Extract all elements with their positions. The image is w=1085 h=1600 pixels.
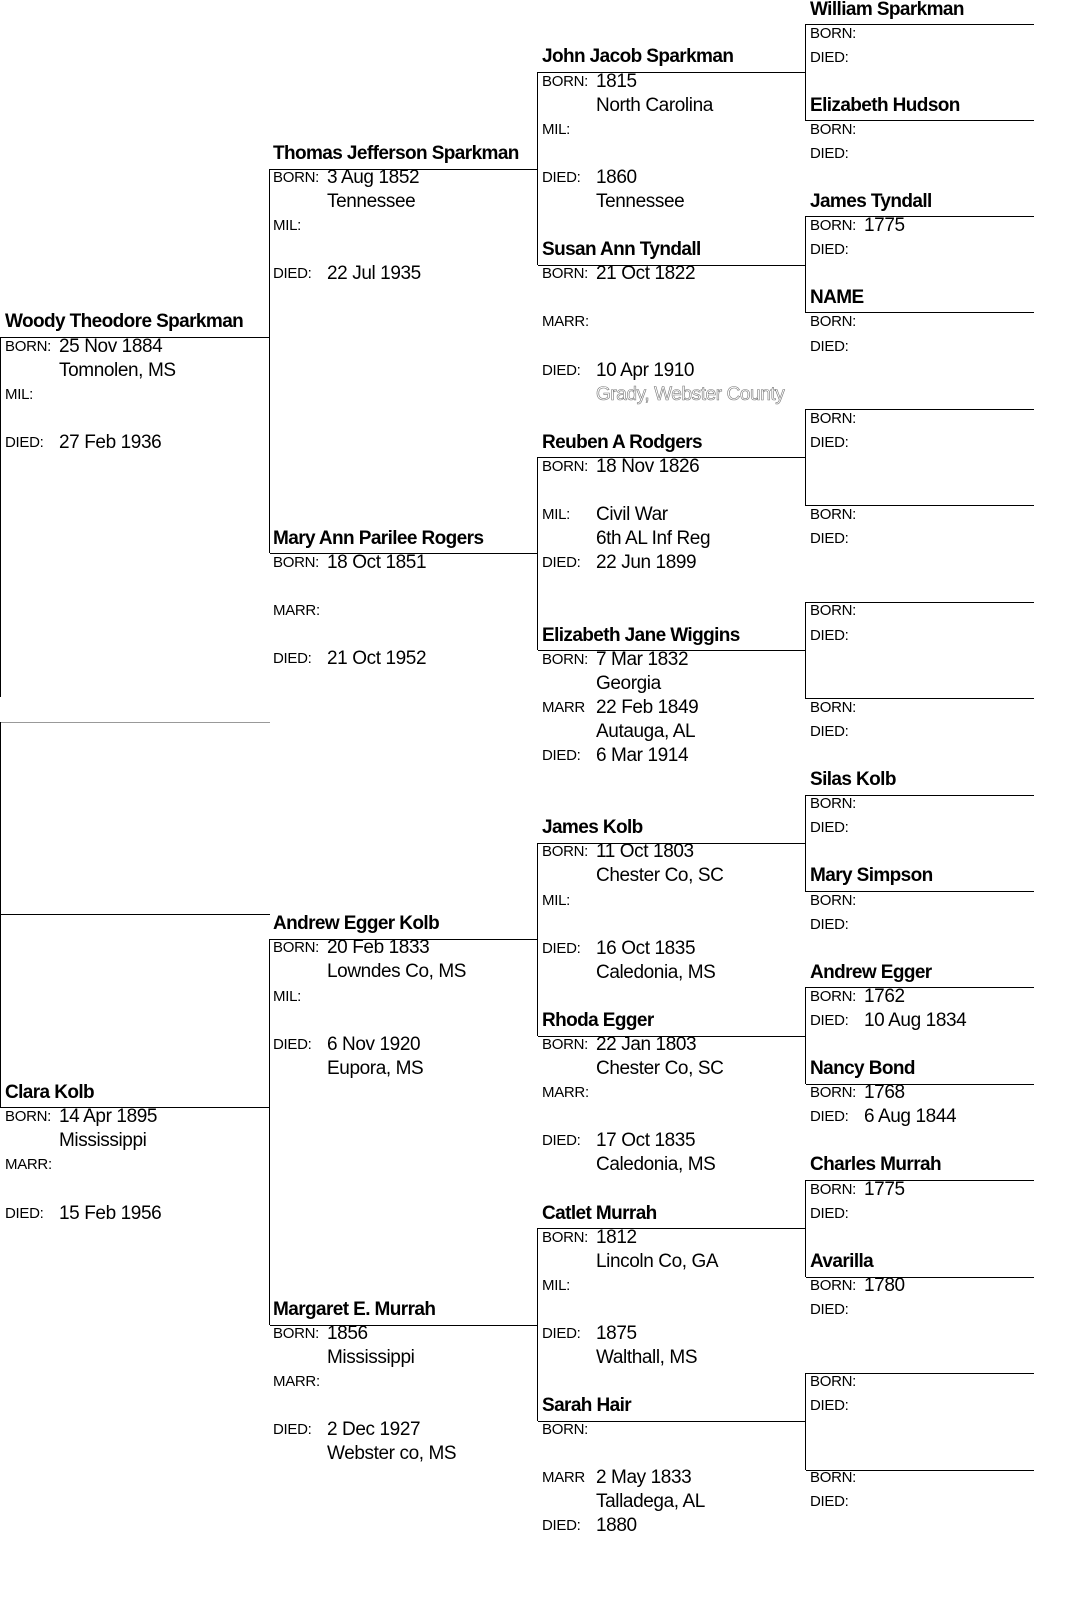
died-date: 2 Dec 1927 xyxy=(327,1419,421,1440)
born-label: BORN: xyxy=(810,217,857,234)
died-label: DIED: xyxy=(810,819,849,836)
connector-line xyxy=(805,1373,806,1470)
connector-line xyxy=(269,169,270,553)
born-date: 1775 xyxy=(864,1179,905,1200)
died-label: DIED: xyxy=(810,145,849,162)
born-label: BORN: xyxy=(810,699,857,716)
mil-label: MIL: xyxy=(542,892,570,909)
died-label: DIED: xyxy=(273,1421,312,1438)
mil-label: MIL: xyxy=(273,217,301,234)
died-date: 16 Oct 1835 xyxy=(596,938,696,959)
marr-date: 22 Feb 1849 xyxy=(596,697,699,718)
died-label: DIED: xyxy=(542,747,581,764)
died-date: 27 Feb 1936 xyxy=(59,432,162,453)
connector-line xyxy=(537,1228,538,1421)
died-label: DIED: xyxy=(810,49,849,66)
person-name: Charles Murrah xyxy=(810,1154,941,1175)
mil-label: MIL: xyxy=(273,988,301,1005)
connector-line xyxy=(0,722,270,723)
connector-line xyxy=(805,409,806,506)
person-name: NAME xyxy=(810,287,864,308)
born-date: 1775 xyxy=(864,215,905,236)
born-date: 11 Oct 1803 xyxy=(596,841,694,862)
died-place: Caledonia, MS xyxy=(596,962,716,983)
died-label: DIED: xyxy=(5,1205,44,1222)
born-date: 20 Feb 1833 xyxy=(327,937,430,958)
born-label: BORN: xyxy=(810,602,857,619)
died-label: DIED: xyxy=(542,169,581,186)
connector-line xyxy=(0,914,270,915)
died-date: 21 Oct 1952 xyxy=(327,648,427,669)
person-name: William Sparkman xyxy=(810,0,964,20)
born-label: BORN: xyxy=(810,988,857,1005)
born-label: BORN: xyxy=(542,1036,589,1053)
marr-label: MARR: xyxy=(273,1373,320,1390)
died-label: DIED: xyxy=(542,362,581,379)
person-name: Andrew Egger Kolb xyxy=(273,913,440,934)
died-date: 6 Aug 1844 xyxy=(864,1106,957,1127)
born-place: Lowndes Co, MS xyxy=(327,961,467,982)
born-label: BORN: xyxy=(810,1277,857,1294)
died-label: DIED: xyxy=(810,1012,849,1029)
died-place: Tennessee xyxy=(596,191,685,212)
connector-line xyxy=(537,72,538,265)
died-label: DIED: xyxy=(810,627,849,644)
person-name: James Tyndall xyxy=(810,191,932,212)
born-place: Chester Co, SC xyxy=(596,865,724,886)
born-date: 18 Nov 1826 xyxy=(596,456,700,477)
person-name: James Kolb xyxy=(542,817,643,838)
died-label: DIED: xyxy=(542,554,581,571)
born-date: 14 Apr 1895 xyxy=(59,1106,158,1127)
person-name: Rhoda Egger xyxy=(542,1010,654,1031)
born-place: Georgia xyxy=(596,673,661,694)
marr-date: 2 May 1833 xyxy=(596,1467,692,1488)
died-label: DIED: xyxy=(273,1036,312,1053)
died-label: DIED: xyxy=(5,434,44,451)
person-name: Susan Ann Tyndall xyxy=(542,239,701,260)
born-date: 1812 xyxy=(596,1227,637,1248)
died-date: 15 Feb 1956 xyxy=(59,1203,162,1224)
died-label: DIED: xyxy=(273,265,312,282)
born-label: BORN: xyxy=(542,651,589,668)
person-name: Andrew Egger xyxy=(810,962,932,983)
born-date: 3 Aug 1852 xyxy=(327,167,420,188)
born-label: BORN: xyxy=(273,1325,320,1342)
mil-label: MIL: xyxy=(542,506,570,523)
marr-label: MARR: xyxy=(273,602,320,619)
person-name: Catlet Murrah xyxy=(542,1203,657,1224)
born-place: Mississippi xyxy=(59,1130,147,1151)
born-label: BORN: xyxy=(5,1108,52,1125)
born-label: BORN: xyxy=(810,1181,857,1198)
marr-label: MARR xyxy=(542,699,585,716)
born-label: BORN: xyxy=(810,313,857,330)
died-label: DIED: xyxy=(810,530,849,547)
born-place: Mississippi xyxy=(327,1347,415,1368)
connector-line xyxy=(805,24,806,121)
born-date: 1856 xyxy=(327,1323,368,1344)
born-label: BORN: xyxy=(273,939,320,956)
born-label: BORN: xyxy=(542,1229,589,1246)
person-name: Reuben A Rodgers xyxy=(542,432,703,453)
died-label: DIED: xyxy=(542,1325,581,1342)
connector-line xyxy=(269,939,270,1325)
died-label: DIED: xyxy=(810,1205,849,1222)
born-date: 1815 xyxy=(596,71,637,92)
born-label: BORN: xyxy=(542,73,589,90)
person-name: Sarah Hair xyxy=(542,1395,632,1416)
connector-line xyxy=(805,1180,806,1277)
born-date: 18 Oct 1851 xyxy=(327,552,427,573)
died-label: DIED: xyxy=(810,1493,849,1510)
connector-line xyxy=(805,987,806,1084)
person-name: Avarilla xyxy=(810,1251,874,1272)
person-name: Mary Simpson xyxy=(810,865,933,886)
person-name: Margaret E. Murrah xyxy=(273,1299,436,1320)
died-date: 22 Jun 1899 xyxy=(596,552,697,573)
died-label: DIED: xyxy=(810,1108,849,1125)
connector-line xyxy=(805,602,806,699)
born-label: BORN: xyxy=(810,121,857,138)
died-place: Eupora, MS xyxy=(327,1058,424,1079)
person-name: Silas Kolb xyxy=(810,769,896,790)
person-name: Clara Kolb xyxy=(5,1082,95,1103)
died-date: 6 Nov 1920 xyxy=(327,1034,421,1055)
died-date: 10 Apr 1910 xyxy=(596,360,695,381)
person-name: Nancy Bond xyxy=(810,1058,915,1079)
died-label: DIED: xyxy=(810,241,849,258)
born-label: BORN: xyxy=(810,1469,857,1486)
died-place: Caledonia, MS xyxy=(596,1154,716,1175)
died-date: 10 Aug 1834 xyxy=(864,1010,967,1031)
died-label: DIED: xyxy=(542,1132,581,1149)
marr-label: MARR: xyxy=(5,1156,52,1173)
born-label: BORN: xyxy=(273,554,320,571)
born-label: BORN: xyxy=(810,410,857,427)
born-place: Chester Co, SC xyxy=(596,1058,724,1079)
died-label: DIED: xyxy=(810,916,849,933)
died-date: 1875 xyxy=(596,1323,637,1344)
person-name: Mary Ann Parilee Rogers xyxy=(273,528,484,549)
died-date: 22 Jul 1935 xyxy=(327,263,421,284)
died-label: DIED: xyxy=(810,1397,849,1414)
marr-label: MARR xyxy=(542,1469,585,1486)
person-name: Elizabeth Hudson xyxy=(810,95,960,116)
person-name: Woody Theodore Sparkman xyxy=(5,311,244,332)
born-date: 1780 xyxy=(864,1275,905,1296)
born-date: 22 Jan 1803 xyxy=(596,1034,697,1055)
born-date: 1762 xyxy=(864,986,905,1007)
connector-line xyxy=(805,795,806,892)
mil-label: MIL: xyxy=(5,386,33,403)
connector-line xyxy=(537,457,538,650)
born-date: 25 Nov 1884 xyxy=(59,336,163,357)
died-place: Webster co, MS xyxy=(327,1443,457,1464)
died-place: Grady, Webster County xyxy=(596,384,785,405)
connector-line xyxy=(0,337,1,697)
born-date: 7 Mar 1832 xyxy=(596,649,689,670)
born-label: BORN: xyxy=(810,795,857,812)
born-label: BORN: xyxy=(273,169,320,186)
born-label: BORN: xyxy=(5,338,52,355)
died-date: 17 Oct 1835 xyxy=(596,1130,696,1151)
mil-label: MIL: xyxy=(542,121,570,138)
person-name: Thomas Jefferson Sparkman xyxy=(273,143,519,164)
born-place: Tennessee xyxy=(327,191,416,212)
person-name: John Jacob Sparkman xyxy=(542,46,734,67)
connector-line xyxy=(537,843,538,1036)
born-place: Lincoln Co, GA xyxy=(596,1251,719,1272)
died-label: DIED: xyxy=(810,338,849,355)
died-label: DIED: xyxy=(810,434,849,451)
born-date: 21 Oct 1822 xyxy=(596,263,696,284)
mil-label: MIL: xyxy=(542,1277,570,1294)
marr-place: Talladega, AL xyxy=(596,1491,705,1512)
died-label: DIED: xyxy=(542,940,581,957)
mil-unit: 6th AL Inf Reg xyxy=(596,528,711,549)
died-label: DIED: xyxy=(810,1301,849,1318)
born-label: BORN: xyxy=(810,506,857,523)
born-label: BORN: xyxy=(542,265,589,282)
born-label: BORN: xyxy=(810,1084,857,1101)
born-label: BORN: xyxy=(810,892,857,909)
mil-value: Civil War xyxy=(596,504,668,525)
born-place: North Carolina xyxy=(596,95,713,116)
died-label: DIED: xyxy=(542,1517,581,1534)
died-label: DIED: xyxy=(273,650,312,667)
died-date: 1880 xyxy=(596,1515,637,1536)
born-place: Tomnolen, MS xyxy=(59,360,176,381)
born-label: BORN: xyxy=(542,1421,589,1438)
marr-place: Autauga, AL xyxy=(596,721,696,742)
died-date: 1860 xyxy=(596,167,637,188)
connector-line xyxy=(805,216,806,313)
born-label: BORN: xyxy=(542,458,589,475)
born-label: BORN: xyxy=(810,1373,857,1390)
marr-label: MARR: xyxy=(542,1084,589,1101)
died-label: DIED: xyxy=(810,723,849,740)
died-date: 6 Mar 1914 xyxy=(596,745,689,766)
born-label: BORN: xyxy=(542,843,589,860)
marr-label: MARR: xyxy=(542,313,589,330)
born-label: BORN: xyxy=(810,25,857,42)
born-date: 1768 xyxy=(864,1082,905,1103)
died-place: Walthall, MS xyxy=(596,1347,698,1368)
person-name: Elizabeth Jane Wiggins xyxy=(542,625,740,646)
